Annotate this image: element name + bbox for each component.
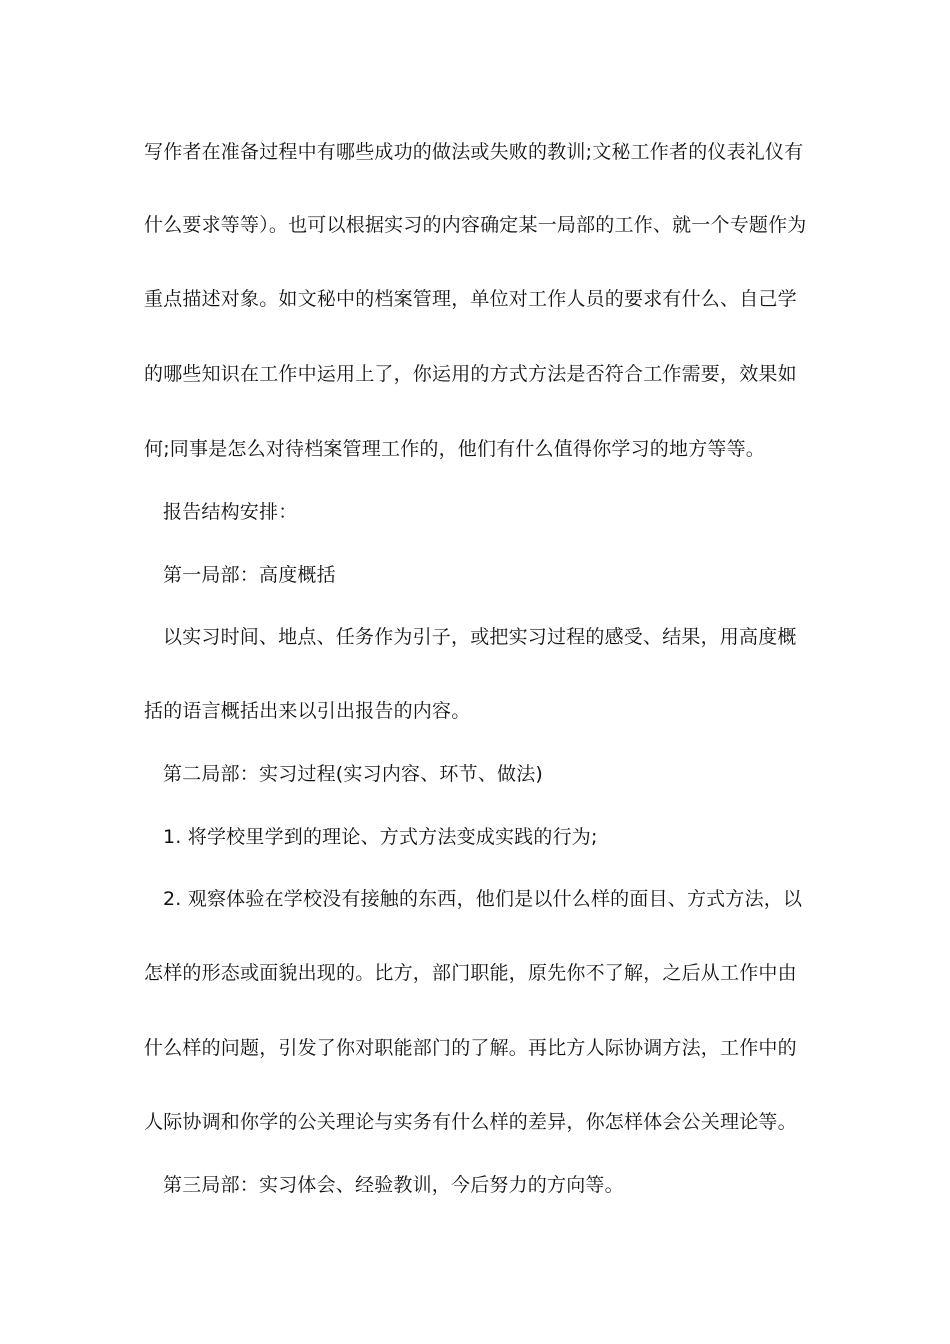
paragraph-line: 以实习时间、地点、任务作为引子，或把实习过程的感受、结果，用高度概 — [163, 626, 797, 648]
paragraph-line: 写作者在准备过程中有哪些成功的做法或失败的教训;文秘工作者的仪表礼仪有 — [144, 141, 804, 163]
paragraph-line: 括的语言概括出来以引出报告的内容。 — [144, 700, 471, 722]
section-heading: 第二局部：实习过程(实习内容、环节、做法) — [163, 763, 544, 785]
paragraph-line: 什么要求等等）。也可以根据实习的内容确定某一局部的工作、就一个专题作为 — [144, 214, 807, 236]
paragraph-line: 重点描述对象。如文秘中的档案管理，单位对工作人员的要求有什么、自己学 — [144, 288, 797, 310]
section-heading: 第一局部：高度概括 — [163, 564, 336, 586]
paragraph-line: 怎样的形态或面貌出现的。比方，部门职能，原先你不了解，之后从工作中由 — [144, 962, 797, 984]
list-item: 2. 观察体验在学校没有接触的东西，他们是以什么样的面目、方式方法，以 — [163, 888, 803, 910]
paragraph-line: 何;同事是怎么对待档案管理工作的，他们有什么值得你学习的地方等等。 — [144, 438, 766, 460]
list-item: 1. 将学校里学到的理论、方式方法变成实践的行为; — [163, 826, 598, 848]
paragraph-line: 人际协调和你学的公关理论与实务有什么样的差异，你怎样体会公关理论等。 — [144, 1111, 797, 1133]
section-heading: 报告结构安排： — [163, 501, 298, 523]
paragraph-line: 什么样的问题，引发了你对职能部门的了解。再比方人际协调方法，工作中的 — [144, 1037, 797, 1059]
paragraph-line: 的哪些知识在工作中运用上了，你运用的方式方法是否符合工作需要，效果如 — [144, 363, 797, 385]
section-heading: 第三局部：实习体会、经验教训，今后努力的方向等。 — [163, 1174, 624, 1196]
